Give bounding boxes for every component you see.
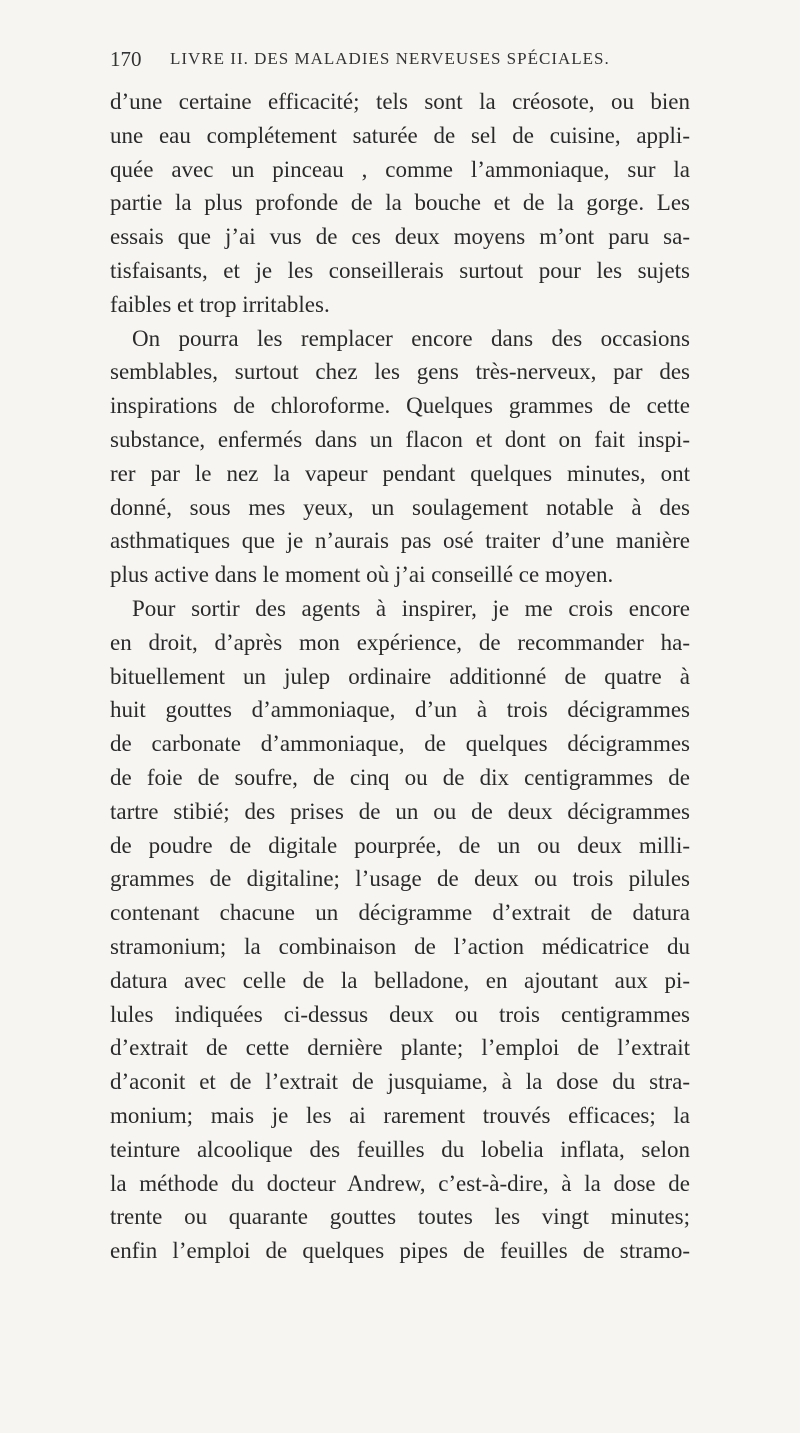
text-line: donné, sous mes yeux, un soulagement notable à des [110, 494, 690, 520]
text-line: contenant chacune un décigramme d’extrait de datura [110, 900, 690, 926]
text-line: monium; mais je les ai rarement trouvés efficaces; la [110, 1102, 690, 1128]
text-line: rer par le nez la vapeur pendant quelques minutes, ont [110, 460, 690, 486]
text-line: bituellement un julep ordinaire additionné de quatre à [110, 663, 690, 689]
text-line: grammes de digitaline; l’usage de deux ou trois pilules [110, 866, 690, 892]
text-line: une eau complétement saturée de sel de cuisine, appli- [110, 122, 690, 148]
text-line: de poudre de digitale pourprée, de un ou deux milli- [110, 832, 690, 858]
page-number: 170 [110, 47, 142, 71]
text-line: On pourra les remplacer encore dans des occasions [132, 325, 690, 351]
text-line: semblables, surtout chez les gens très-nerveux, par des [110, 359, 690, 385]
text-line: plus active dans le moment où j’ai conseillé ce moyen. [110, 562, 614, 588]
text-line: lules indiquées ci-dessus deux ou trois centigrammes [110, 1001, 690, 1027]
text-line: la méthode du docteur Andrew, c’est-à-dire, à la dose de [110, 1170, 690, 1196]
text-line: substance, enfermés dans un flacon et dont on fait inspi- [110, 426, 690, 452]
text-line: inspirations de chloroforme. Quelques grammes de cette [110, 393, 690, 419]
text-line: de foie de soufre, de cinq ou de dix centigrammes de [110, 764, 690, 790]
text-line: datura avec celle de la belladone, en ajoutant aux pi- [110, 967, 690, 993]
text-line: essais que j’ai vus de ces deux moyens m’ont paru sa- [110, 224, 690, 250]
text-line: tartre stibié; des prises de un ou de deux décigrammes [110, 798, 690, 824]
text-line: d’extrait de cette dernière plante; l’emploi de l’extrait [110, 1035, 690, 1061]
text-line: faibles et trop irritables. [110, 291, 330, 317]
text-line: enfin l’emploi de quelques pipes de feuilles de stramo- [110, 1238, 690, 1264]
running-head [110, 47, 660, 77]
text-line: quée avec un pinceau , comme l’ammoniaque, sur la [110, 156, 690, 182]
text-line: trente ou quarante gouttes toutes les vingt minutes; [110, 1204, 690, 1230]
text-line: teinture alcoolique des feuilles du lobelia inflata, selon [110, 1136, 690, 1162]
text-line: tisfaisants, et je les conseillerais surtout pour les sujets [110, 257, 690, 283]
text-line: huit gouttes d’ammoniaque, d’un à trois décigrammes [110, 697, 690, 723]
text-line: d’aconit et de l’extrait de jusquiame, à la dose du stra- [110, 1069, 690, 1095]
text-line: d’une certaine efficacité; tels sont la créosote, ou bien [110, 89, 690, 114]
body-text [110, 85, 690, 1268]
text-line: asthmatiques que je n’aurais pas osé traiter d’une manière [110, 528, 690, 554]
text-line: en droit, d’après mon expérience, de recommander ha- [110, 629, 690, 655]
text-line: stramonium; la combinaison de l’action médicatrice du [110, 933, 690, 959]
running-title: LIVRE II. DES MALADIES NERVEUSES SPÉCIALES. [170, 49, 610, 68]
text-line: de carbonate d’ammoniaque, de quelques décigrammes [110, 731, 690, 757]
text-line: Pour sortir des agents à inspirer, je me crois encore [132, 595, 690, 621]
text-line: partie la plus profonde de la bouche et de la gorge. Les [110, 190, 690, 216]
